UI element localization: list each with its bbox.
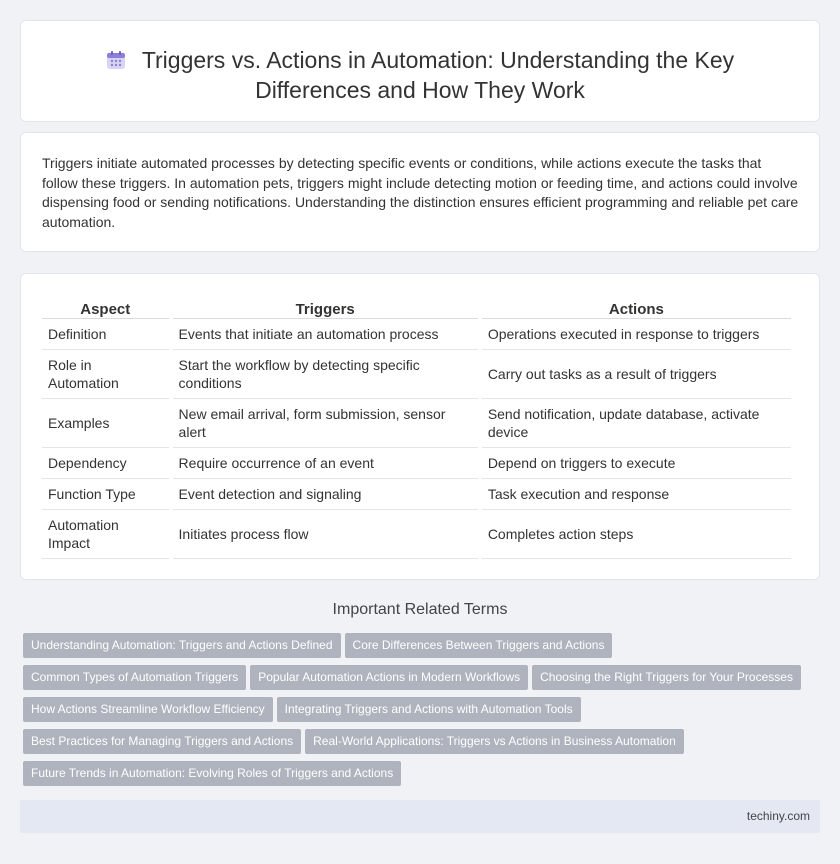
row-aspect: Examples [42,399,169,448]
title-card [20,20,820,122]
calendar-icon [106,50,126,70]
row-action: Task execution and response [482,479,791,510]
row-action: Send notification, update database, activate device [482,399,791,448]
title-line-1: Triggers vs. Actions in Automation: Understanding the Key [141,47,735,73]
row-trigger: Events that initiate an automation process [173,319,478,350]
table-row [42,399,791,448]
comparison-table [38,297,795,559]
page-title [21,45,819,105]
row-action: Carry out tasks as a result of triggers [482,350,791,399]
row-trigger: Initiates process flow [173,510,478,559]
row-aspect: Automation Impact [42,510,169,559]
related-term-tag[interactable]: Future Trends in Automation: Evolving Roles of Triggers and Actions [23,761,401,786]
row-trigger: Start the workflow by detecting specific conditions [173,350,478,399]
title-line-2: Differences and How They Work [255,77,585,103]
intro-card [20,132,820,252]
header-triggers: Triggers [173,297,478,319]
related-term-tag[interactable]: Integrating Triggers and Actions with Automation Tools [277,697,581,722]
table-row [42,319,791,350]
row-aspect: Function Type [42,479,169,510]
table-header-row [42,297,791,319]
table-row [42,479,791,510]
related-term-tag[interactable]: How Actions Streamline Workflow Efficiency [23,697,273,722]
comparison-card [20,273,820,580]
table-row [42,448,791,479]
table-row [42,510,791,559]
related-term-tag[interactable]: Real-World Applications: Triggers vs Actions in Business Automation [305,729,684,754]
row-aspect: Definition [42,319,169,350]
row-trigger: New email arrival, form submission, sensor alert [173,399,478,448]
related-term-tag[interactable]: Understanding Automation: Triggers and Actions Defined [23,633,341,658]
row-trigger: Event detection and signaling [173,479,478,510]
row-trigger: Require occurrence of an event [173,448,478,479]
related-term-tag[interactable]: Popular Automation Actions in Modern Workflows [250,665,528,690]
footer-brand[interactable]: techiny.com [746,809,810,823]
footer-bar [20,800,820,833]
table-row [42,350,791,399]
related-term-tag[interactable]: Core Differences Between Triggers and Actions [345,633,613,658]
row-action: Operations executed in response to triggers [482,319,791,350]
related-term-tag[interactable]: Common Types of Automation Triggers [23,665,246,690]
row-aspect: Dependency [42,448,169,479]
intro-paragraph: Triggers initiate automated processes by detecting specific events or conditions, while actions execute the tasks that follow these triggers. In automation pets, triggers might include detecting motion or feeding time, and actions could involve dispensing food or sending notifications. Understanding the distinction ensures efficient programming and reliable pet care automation. [42,155,799,230]
header-actions: Actions [482,297,791,319]
row-aspect: Role in Automation [42,350,169,399]
related-terms-list [23,633,823,793]
header-aspect: Aspect [42,297,169,319]
related-terms-heading: Important Related Terms [332,601,508,618]
row-action: Completes action steps [482,510,791,559]
row-action: Depend on triggers to execute [482,448,791,479]
related-term-tag[interactable]: Choosing the Right Triggers for Your Processes [532,665,801,690]
related-term-tag[interactable]: Best Practices for Managing Triggers and Actions [23,729,301,754]
